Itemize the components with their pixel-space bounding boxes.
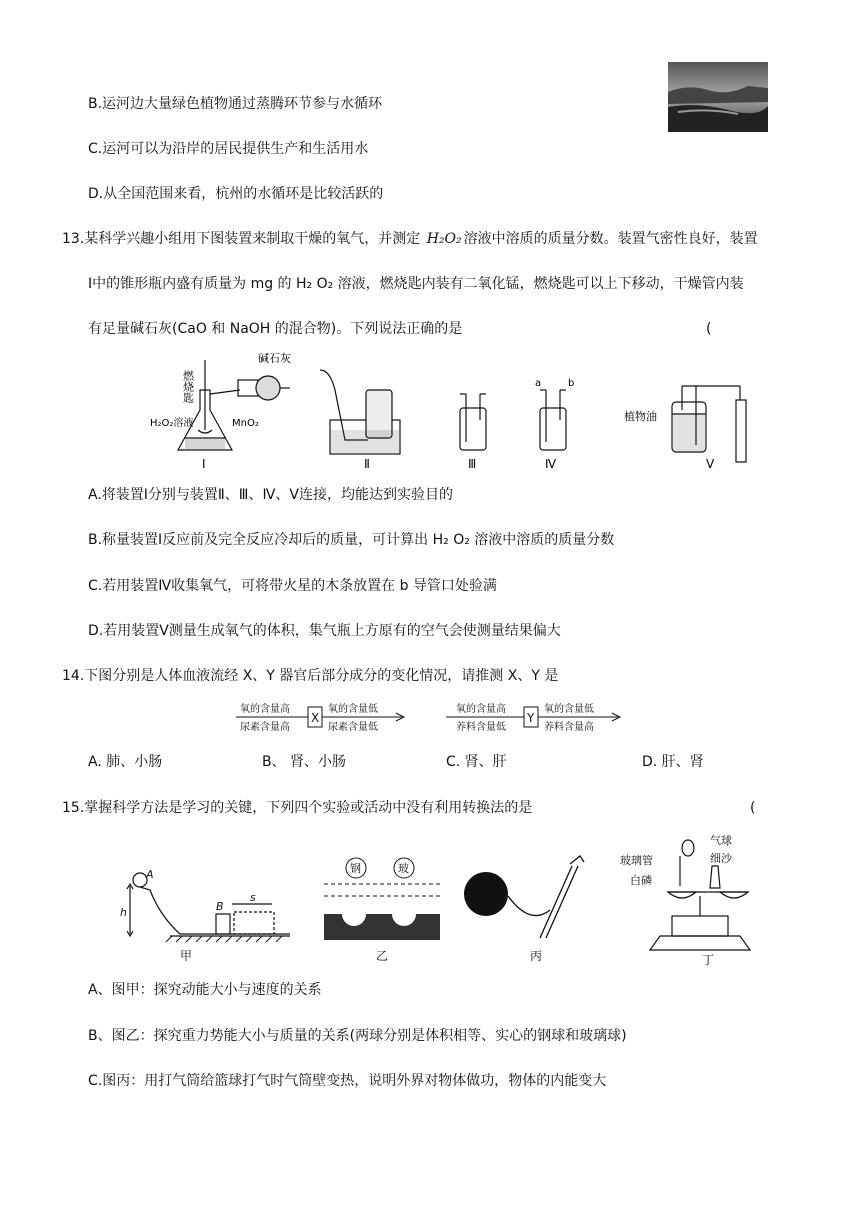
q13-answer-paren: ( <box>706 321 712 337</box>
q15-option-b: B、图乙：探究重力势能大小与质量的关系(两球分别是体积相等、实心的钢球和玻璃球) <box>88 1028 627 1044</box>
fig-steel-ball: 钢 <box>350 862 361 875</box>
q15-option-c: C.图丙：用打气筒给篮球打气时气筒壁变热，说明外界对物体做功，物体的内能变大 <box>88 1073 607 1089</box>
q13-stem-line2: Ⅰ中的锥形瓶内盛有质量为 mg 的 H₂ O₂ 溶液，燃烧匙内装有二氧化锰，燃烧匙可以上下移动，干燥管内装 <box>88 276 744 292</box>
q15-option-a: A、图甲：探究动能大小与速度的关系 <box>88 982 322 998</box>
fig-glass-ball: 玻 <box>398 862 409 875</box>
q13-formula: H₂O₂ <box>426 231 462 247</box>
fig-tube-label: 玻璃管 <box>620 854 653 867</box>
fig-balloon-label: 气球 <box>710 834 732 847</box>
q12-option-b: B.运河边大量绿色植物通过蒸腾环节参与水循环 <box>88 96 383 112</box>
x-output-top: 氧的含量低 <box>328 704 378 715</box>
q12-option-d: D.从全国范围来看，杭州的水循环是比较活跃的 <box>88 186 384 202</box>
device-4-port-b: b <box>568 378 575 389</box>
q13-option-c: C.若用装置Ⅳ收集氧气，可将带火星的木条放置在 b 导管口处验满 <box>88 578 497 594</box>
river-photo <box>668 62 768 132</box>
q15-experiment-figure <box>120 826 800 966</box>
device-2-label: Ⅱ <box>364 457 370 471</box>
y-output-top: 氧的含量低 <box>544 704 594 715</box>
q14-stem: 14.下图分别是人体血液流经 X、Y 器官后部分成分的变化情况，请推测 X、Y 是 <box>62 668 559 684</box>
fig-height-h: h <box>120 906 127 919</box>
x-input-top: 氧的含量高 <box>240 704 290 715</box>
fig-caption-yi: 乙 <box>376 949 389 963</box>
device-4-port-a: a <box>535 378 542 389</box>
l1-top-label: 碱石灰 <box>258 352 291 365</box>
q13-option-d: D.若用装置Ⅴ测量生成氧气的体积，集气瓶上方原有的空气会使测量结果偏大 <box>88 623 561 639</box>
l1-mno2-label: MnO₂ <box>232 418 259 429</box>
device-3-label: Ⅲ <box>468 457 477 471</box>
device-1-label: Ⅰ <box>202 457 206 471</box>
l1-h2o2-label: H₂O₂溶液 <box>150 418 194 429</box>
q14-option-c: C. 肾、肝 <box>446 754 507 770</box>
x-output-bottom: 尿素含量低 <box>328 722 378 733</box>
x-organ-box: X <box>311 711 320 725</box>
q15-stem: 15.掌握科学方法是学习的关键，下列四个实验或活动中没有利用转换法的是 <box>62 800 533 816</box>
q14-option-d: D. 肝、肾 <box>642 754 704 770</box>
fig-block-b: B <box>216 900 224 913</box>
q13-stem-line3: 有足量碱石灰(CaO 和 NaOH 的混合物)。下列说法正确的是 <box>88 321 463 337</box>
fig-distance-s: s <box>250 891 256 904</box>
fig-caption-jia: 甲 <box>180 949 193 963</box>
q13-stem-line1 <box>62 229 758 249</box>
fig-ball-a: A <box>146 868 154 881</box>
q13-stem-part2: 溶液中溶质的质量分数。装置气密性良好，装置 <box>463 231 758 247</box>
q15-answer-paren: ( <box>750 800 756 816</box>
y-organ-box: Y <box>527 711 535 725</box>
fig-sand-label: 细沙 <box>710 852 732 865</box>
device-4-label: Ⅳ <box>545 457 557 471</box>
fig-phosphorus-label: 白磷 <box>630 874 652 887</box>
q13-option-b: B.称量装置Ⅰ反应前及完全反应冷却后的质量，可计算出 H₂ O₂ 溶液中溶质的质量分数 <box>88 532 615 548</box>
q14-organ-diagram <box>236 698 626 736</box>
x-input-bottom: 尿素含量高 <box>240 722 290 733</box>
device-5-label: Ⅴ <box>706 457 715 471</box>
l1-spoon-label: 燃烧匙 <box>181 370 195 403</box>
q13-option-a: A.将装置Ⅰ分别与装置Ⅱ、Ⅲ、Ⅳ、Ⅴ连接，均能达到实验目的 <box>88 487 453 503</box>
y-input-top: 氧的含量高 <box>456 704 506 715</box>
fig-caption-bing: 丙 <box>530 949 543 963</box>
fig-caption-ding: 丁 <box>702 953 715 966</box>
y-output-bottom: 养料含量高 <box>544 722 594 733</box>
q14-option-b: B、 肾、小肠 <box>262 754 347 770</box>
q13-stem-part1: 13.某科学兴趣小组用下图装置来制取干燥的氧气，并测定 <box>62 231 421 247</box>
q14-option-a: A. 肺、小肠 <box>88 754 163 770</box>
q13-apparatus-figure <box>140 350 760 475</box>
q12-option-c: C.运河可以为沿岸的居民提供生产和生活用水 <box>88 141 369 157</box>
y-input-bottom: 养料含量低 <box>456 722 506 733</box>
device-5-oil-label: 植物油 <box>624 410 657 423</box>
